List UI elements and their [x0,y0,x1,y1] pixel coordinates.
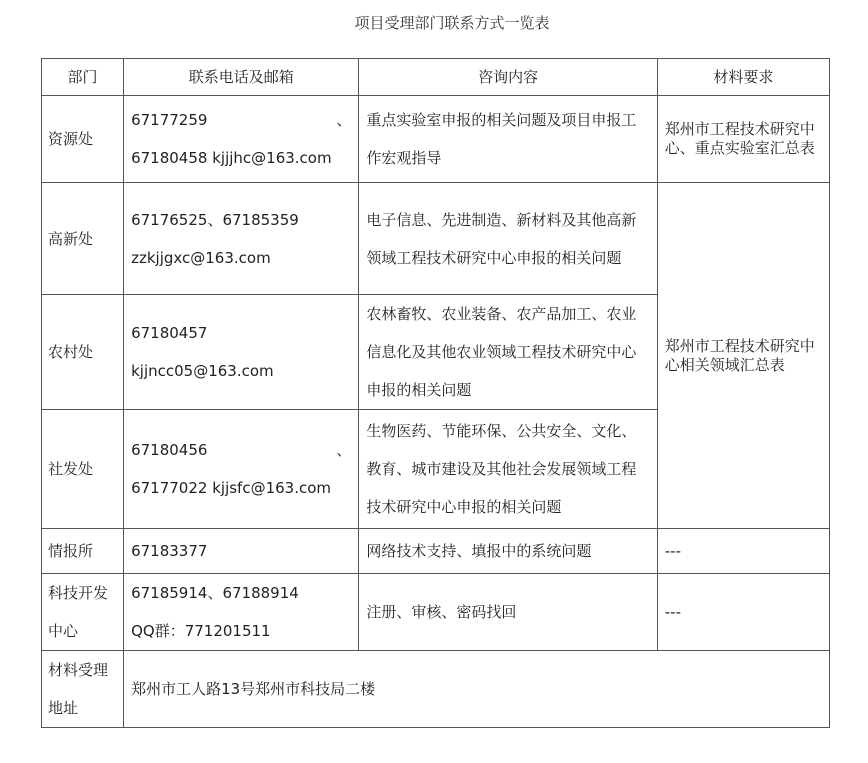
content-cell: 注册、审核、密码找回 [359,574,657,651]
contact-cell [124,183,359,295]
phone-number: 67177259 [131,111,208,129]
table-row [42,183,830,295]
header-dept: 部门 [42,59,124,96]
content-cell: 农林畜牧、农业装备、农产品加工、农业信息化及其他农业领域工程技术研究中心申报的相关问题 [359,295,657,410]
phone-number: 67180456 [131,441,208,459]
table-row [42,574,830,651]
materials-cell: 郑州市工程技术研究中心、重点实验室汇总表 [657,96,829,183]
materials-cell: --- [657,529,829,574]
content-cell: 生物医药、节能环保、公共安全、文化、教育、城市建设及其他社会发展领域工程技术研究中心申报的相关问题 [359,410,657,529]
materials-cell: --- [657,574,829,651]
contact-cell [124,574,359,651]
contact-cell [124,96,359,183]
dept-cell: 科技开发中心 [42,574,124,651]
dept-cell: 社发处 [42,410,124,529]
content-cell: 电子信息、先进制造、新材料及其他高新领域工程技术研究中心申报的相关问题 [359,183,657,295]
dept-cell: 资源处 [42,96,124,183]
dept-cell: 情报所 [42,529,124,574]
table-row [42,96,830,183]
phone-numbers: 67176525、67185359 [131,210,299,229]
phone-email: 67180458 kjjjhc@163.com [131,149,332,167]
separator: 、 [336,111,352,129]
dept-cell: 农村处 [42,295,124,410]
address-label: 材料受理地址 [42,651,124,728]
qq-group: QQ群：771201511 [131,622,271,640]
contact-cell: 67183377 [124,529,359,574]
table-row [42,529,830,574]
phone-numbers: 67185914、67188914 [131,584,299,602]
header-content: 咨询内容 [359,59,657,96]
header-materials: 材料要求 [657,59,829,96]
header-contact: 联系电话及邮箱 [124,59,359,96]
contact-cell [124,410,359,529]
dept-cell: 高新处 [42,183,124,295]
materials-cell-merged: 郑州市工程技术研究中心相关领域汇总表 [657,183,829,529]
table-row [42,651,830,728]
table-header-row [42,59,830,96]
contact-table [41,58,830,728]
content-cell: 网络技术支持、填报中的系统问题 [359,529,657,574]
separator: 、 [336,441,352,459]
address-value: 郑州市工人路13号郑州市科技局二楼 [124,651,830,728]
phone-email: 67177022 kjjsfc@163.com [131,479,332,497]
contact-cell: 67180457 kjjncc05@163.com [124,295,359,410]
content-cell: 重点实验室申报的相关问题及项目申报工作宏观指导 [359,96,657,183]
page-title: 项目受理部门联系方式一览表 [354,14,550,32]
email: zzkjjgxc@163.com [131,248,271,267]
